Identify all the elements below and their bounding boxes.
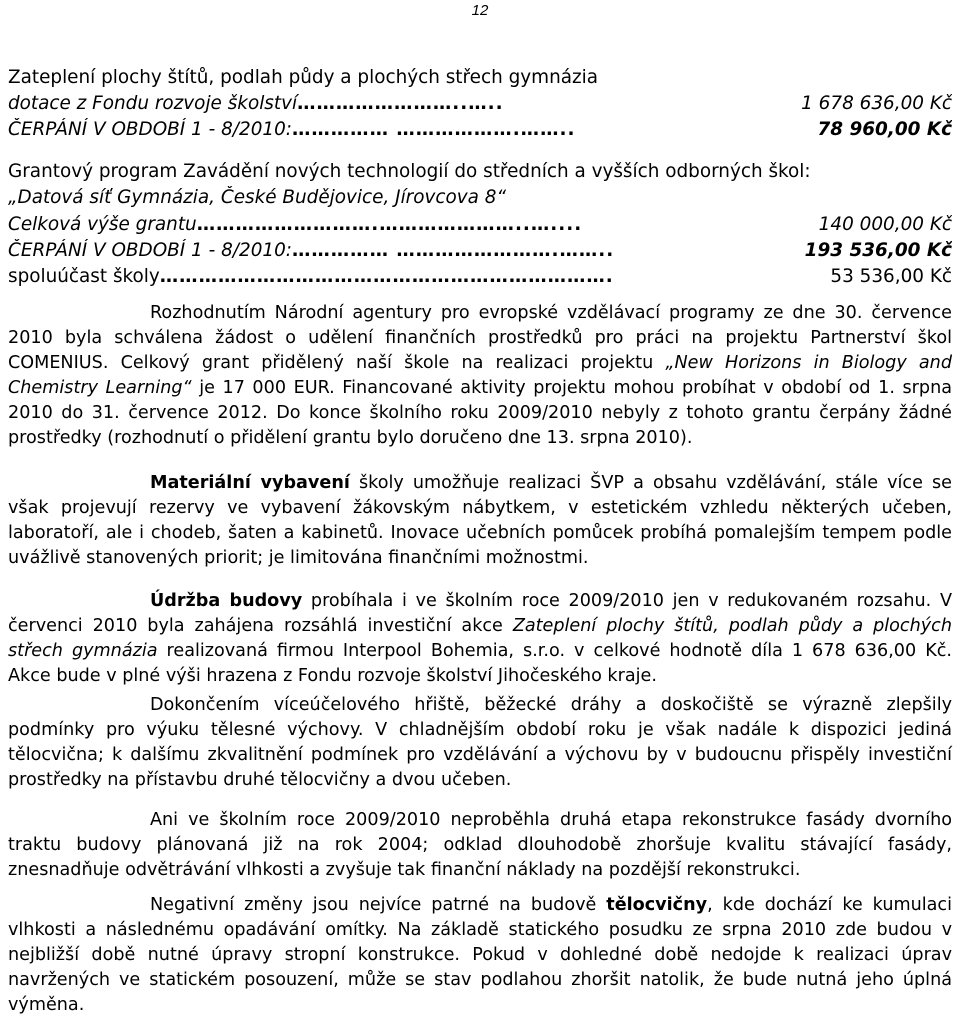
row-label: spoluúčast školy xyxy=(8,266,160,287)
text: je 17 000 EUR. Financované aktivity projektu mohou probíhat v období od 1. srpna 2010 do 31. července 2012. Do konce školního roku 2009/2010 nebyly z tohoto grantu čerpány žádné prostředky (rozhodnutí o přidělení grantu bylo doručeno dne 13. srpna 2010). xyxy=(8,378,953,448)
project1-row-subsidy xyxy=(8,92,952,116)
text: realizovaná firmou Interpool Bohemia, s.r.o. v celkové hodnotě díla 1 678 636,00 Kč. Akce bude v plné výši hrazena z Fondu rozvoje školství Jihočeského kraje. xyxy=(8,641,953,686)
text: Ani ve školním roce 2009/2010 neproběhla druhá etapa rekonstrukce fasády dvorního traktu budovy plánovaná již na rok 2004; odklad dlouhodobě zhoršuje kvalitu stávající fasády, znesnadňuje odvětrávání vlhkosti a zvyšuje tak finanční náklady na pozdější rekonstrukci. xyxy=(8,810,952,880)
gym-term: tělocvičny xyxy=(606,895,708,915)
row-label: Celková výše grantu xyxy=(8,214,197,235)
row-label: ČERPÁNÍ V OBDOBÍ 1 - 8/2010: xyxy=(8,240,292,261)
project-name: „New Horizons in Biology and Chemistry Learning“ xyxy=(8,353,952,398)
row-value: 53 536,00 Kč xyxy=(830,266,952,287)
text: školy umožňuje realizaci ŠVP a obsahu vzdělávání, stále více se však projevují rezervy ve vybavení žákovským nábytkem, v estetickém vzhledu některých učeben, laboratoří, ale i chodeb, šaten a kabinetů. Inovace učebních pomůcek probíhá pomalejším tempem podle uvážlivě stanovených priorit; je limitována finančními možnostmi. xyxy=(8,473,952,568)
row-value: 193 536,00 Kč xyxy=(804,240,952,261)
project2-row-cofunding xyxy=(8,265,952,289)
project2-subtitle: „Datová síť Gymnázia, České Budějovice, Jírovcova 8“ xyxy=(8,187,506,208)
project1-row-drawdown xyxy=(8,118,952,142)
paragraph-gym xyxy=(8,893,952,1018)
row-label: ČERPÁNÍ V OBDOBÍ 1 - 8/2010: xyxy=(8,119,292,140)
text: , kde dochází ke kumulaci vlhkosti a následnému opadávání omítky. Na základě statického posudku ze srpna 2010 zde budou v nejbližší době nutné úpravy stropní konstrukce. Pokud v dohledné době nedojde k realizaci úprav navržených ve statickém posouzení, může se stav podlahou zhoršit natolik, že bude nutná jeho úplná výměna. xyxy=(8,895,952,1015)
paragraph-facade xyxy=(8,808,952,883)
paragraph-equipment xyxy=(8,471,952,571)
page-number: 12 xyxy=(471,2,489,19)
row-value: 1 678 636,00 Kč xyxy=(801,93,952,114)
heading-term: Údržba budovy xyxy=(150,591,303,611)
text: Rozhodnutím Národní agentury pro evropské vzdělávací programy ze dne 30. července 2010 byla schválena žádost o udělení finančních prostředků pro práci na projektu Partnerství škol COMENIUS. Celkový grant přidělený naší škole na realizaci projektu xyxy=(8,303,952,373)
project2-row-total xyxy=(8,213,952,237)
paragraph-playground xyxy=(8,693,952,793)
row-dots: …………… …………………….…….. xyxy=(292,240,615,261)
text: Negativní změny jsou nejvíce patrné na budově xyxy=(150,895,607,915)
text: probíhala i ve školním roce 2009/2010 jen v redukovaném rozsahu. V červenci 2010 byla zahájena rozsáhlá investiční akce xyxy=(8,591,952,636)
heading-term: Materiální vybavení xyxy=(150,473,350,493)
row-dots: …………… ……………….…….. xyxy=(292,119,576,140)
row-value: 78 960,00 Kč xyxy=(817,119,952,140)
project2-row-drawdown xyxy=(8,239,952,263)
project2-title: Grantový program Zavádění nových technologií do středních a vyšších odborných škol: xyxy=(8,161,811,182)
project1-title: Zateplení plochy štítů, podlah půdy a plochých střech gymnázia xyxy=(8,67,599,88)
row-value: 140 000,00 Kč xyxy=(818,214,952,235)
row-dots: ……………………………………………………………. xyxy=(159,266,614,287)
project-name: Zateplení plochy štítů, podlah půdy a plochých střech gymnázia xyxy=(8,616,952,661)
paragraph-maintenance xyxy=(8,589,952,689)
row-dots: ……………………..….. xyxy=(297,93,504,114)
row-label: dotace z Fondu rozvoje školství xyxy=(8,93,298,114)
row-dots: ……………………….…………………..….... xyxy=(196,214,583,235)
paragraph-comenius xyxy=(8,301,952,451)
text: Dokončením víceúčelového hřiště, běžecké dráhy a doskočiště se výrazně zlepšily podmínky pro výuku tělesné výchovy. V chladnějším období roku je však nadále k dispozici jediná tělocvična; k dalšímu zkvalitnění podmínek pro vzdělávání a výchovu by v budoucnu přispěly investiční prostředky na přístavbu druhé tělocvičny a dvou učeben. xyxy=(8,695,952,790)
